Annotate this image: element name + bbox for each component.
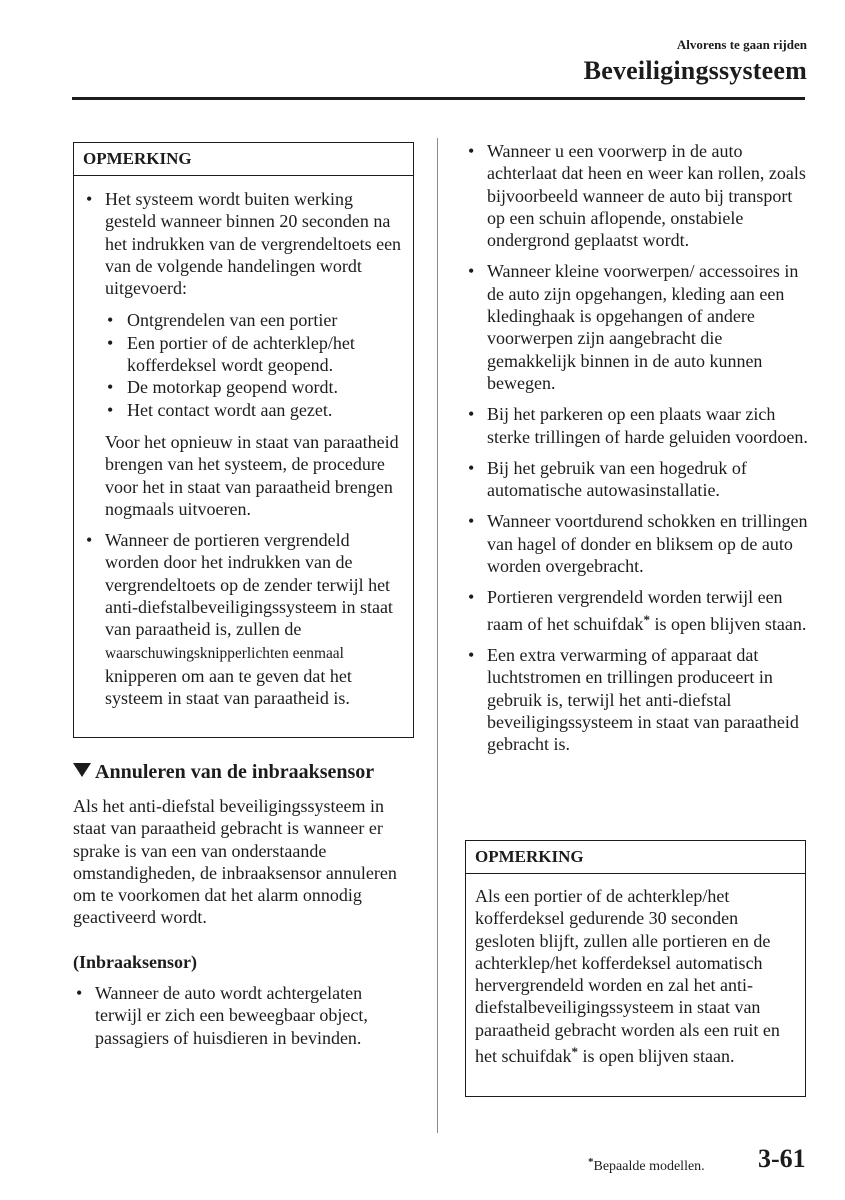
- sub-list-item: • De motorkap geopend wordt.: [105, 376, 403, 398]
- asterisk-marker: *: [571, 1044, 578, 1060]
- note-bullet-text-small: waarschuwingsknipperlichten eenmaal: [105, 644, 344, 662]
- note-paragraph: Voor het opnieuw in staat van paraatheid brengen van het systeem, de procedure voor het in staat van paraatheid brengen nogmaals uitvoeren.: [105, 431, 399, 519]
- bullet-item: • Bij het parkeren op een plaats waar zich sterke trillingen of harde geluiden voordoen.: [465, 403, 810, 448]
- note-text: is open blijven staan.: [577, 1046, 735, 1067]
- note-heading: OPMERKING: [74, 143, 413, 176]
- sub-list-item: • Ontgrendelen van een portier: [105, 309, 403, 331]
- sub-list-item: • Een portier of de achterklep/het kofferdeksel wordt geopend.: [105, 332, 403, 377]
- note-bullet-text: • Het systeem wordt buiten werking gesteld wanneer binnen 20 seconden na het indrukken van de vergrendeltoets een van de volgende handelingen wordt uitgevoerd:: [105, 189, 402, 299]
- bullet-text: is open blijven staan.: [649, 613, 807, 634]
- page-number: 3-61: [758, 1144, 806, 1173]
- note-text: Als een portier of de achterklep/het kofferdeksel gedurende 30 seconden gesloten blijft, zullen alle portieren en de achterklep/het kofferdeksel automatisch hervergrendeld worden en zal het anti-diefstalbeveiligingssysteem in staat van paraatheid gebracht worden als een ruit en het schuifdak: [475, 886, 780, 1067]
- bullet-item: • Een extra verwarming of apparaat dat luchtstromen en trillingen produceert in gebruik is, terwijl het anti-diefstal beveiligingssysteem in staat van paraatheid gebracht is.: [465, 644, 810, 755]
- subheading: [73, 760, 418, 784]
- left-paragraph: Als het anti-diefstal beveiligingssysteem in staat van paraatheid gebracht is wanneer er sprake is van een van onderstaande omstandigheden, de inbraaksensor annuleren om te voorkomen dat het alarm onnodig geactiveerd wordt.: [73, 796, 397, 928]
- label-inbraaksensor: (Inbraaksensor): [73, 952, 198, 972]
- bullet-item: • Bij het gebruik van een hogedruk of automatische autowasinstallatie.: [465, 457, 810, 502]
- bullet-item: • Wanneer voortdurend schokken en trillingen van hagel of donder en bliksem op de auto worden overgebracht.: [465, 510, 810, 577]
- header-rule: [72, 97, 805, 100]
- left-note-box: [73, 142, 414, 738]
- chapter-title: Alvorens te gaan rijden: [676, 37, 807, 52]
- note-bullet-item: [83, 529, 403, 709]
- note-bullet-item: [83, 188, 403, 520]
- asterisk-marker: *: [588, 1156, 594, 1168]
- right-note-box: [465, 840, 806, 1097]
- subheading-text: Annuleren van de inbraaksensor: [95, 761, 375, 783]
- left-bullet-list: [73, 982, 403, 1049]
- bullet-item: [465, 586, 810, 635]
- column-divider: [437, 138, 438, 1133]
- footer-note: [588, 1156, 705, 1175]
- bullet-item: • Wanneer de auto wordt achtergelaten terwijl er zich een beweegbaar object, passagiers of huisdieren in bevinden.: [73, 982, 403, 1049]
- sub-list-item: • Het contact wordt aan gezet.: [105, 399, 403, 421]
- right-bullet-list: [465, 140, 810, 755]
- note-bullet-text: Wanneer de portieren vergrendeld worden door het indrukken van de vergrendeltoets op de zender terwijl het anti-diefstalbeveiligingssysteem in staat van paraatheid is, zullen de: [105, 530, 393, 640]
- note-body: [466, 874, 805, 1067]
- note-bullet-text: knipperen om aan te geven dat het systeem in staat van paraatheid is.: [105, 665, 352, 709]
- note-heading: OPMERKING: [466, 841, 805, 874]
- note-bullet-list: [83, 188, 403, 710]
- note-sub-list: [105, 309, 403, 420]
- section-title: Beveiligingssysteem: [583, 56, 807, 85]
- bullet-item: • Wanneer u een voorwerp in de auto achterlaat dat heen en weer kan rollen, zoals bijvoorbeeld wanneer de auto bij transport op een schuin aflopende, onstabiele ondergrond geplaatst wordt.: [465, 140, 810, 251]
- note-body: [74, 176, 413, 710]
- footer-note-text: Bepaalde modellen.: [593, 1159, 705, 1174]
- triangle-marker-icon: [73, 763, 91, 777]
- asterisk-marker: *: [643, 611, 650, 627]
- bullet-item: • Wanneer kleine voorwerpen/ accessoires in de auto zijn opgehangen, kleding aan een kledinghaak is opgehangen of andere voorwerpen zijn aangebracht die gemakkelijk binnen in de auto kunnen bewegen.: [465, 260, 810, 394]
- bullet-text: Portieren vergrendeld worden terwijl een raam of het schuifdak: [487, 587, 783, 634]
